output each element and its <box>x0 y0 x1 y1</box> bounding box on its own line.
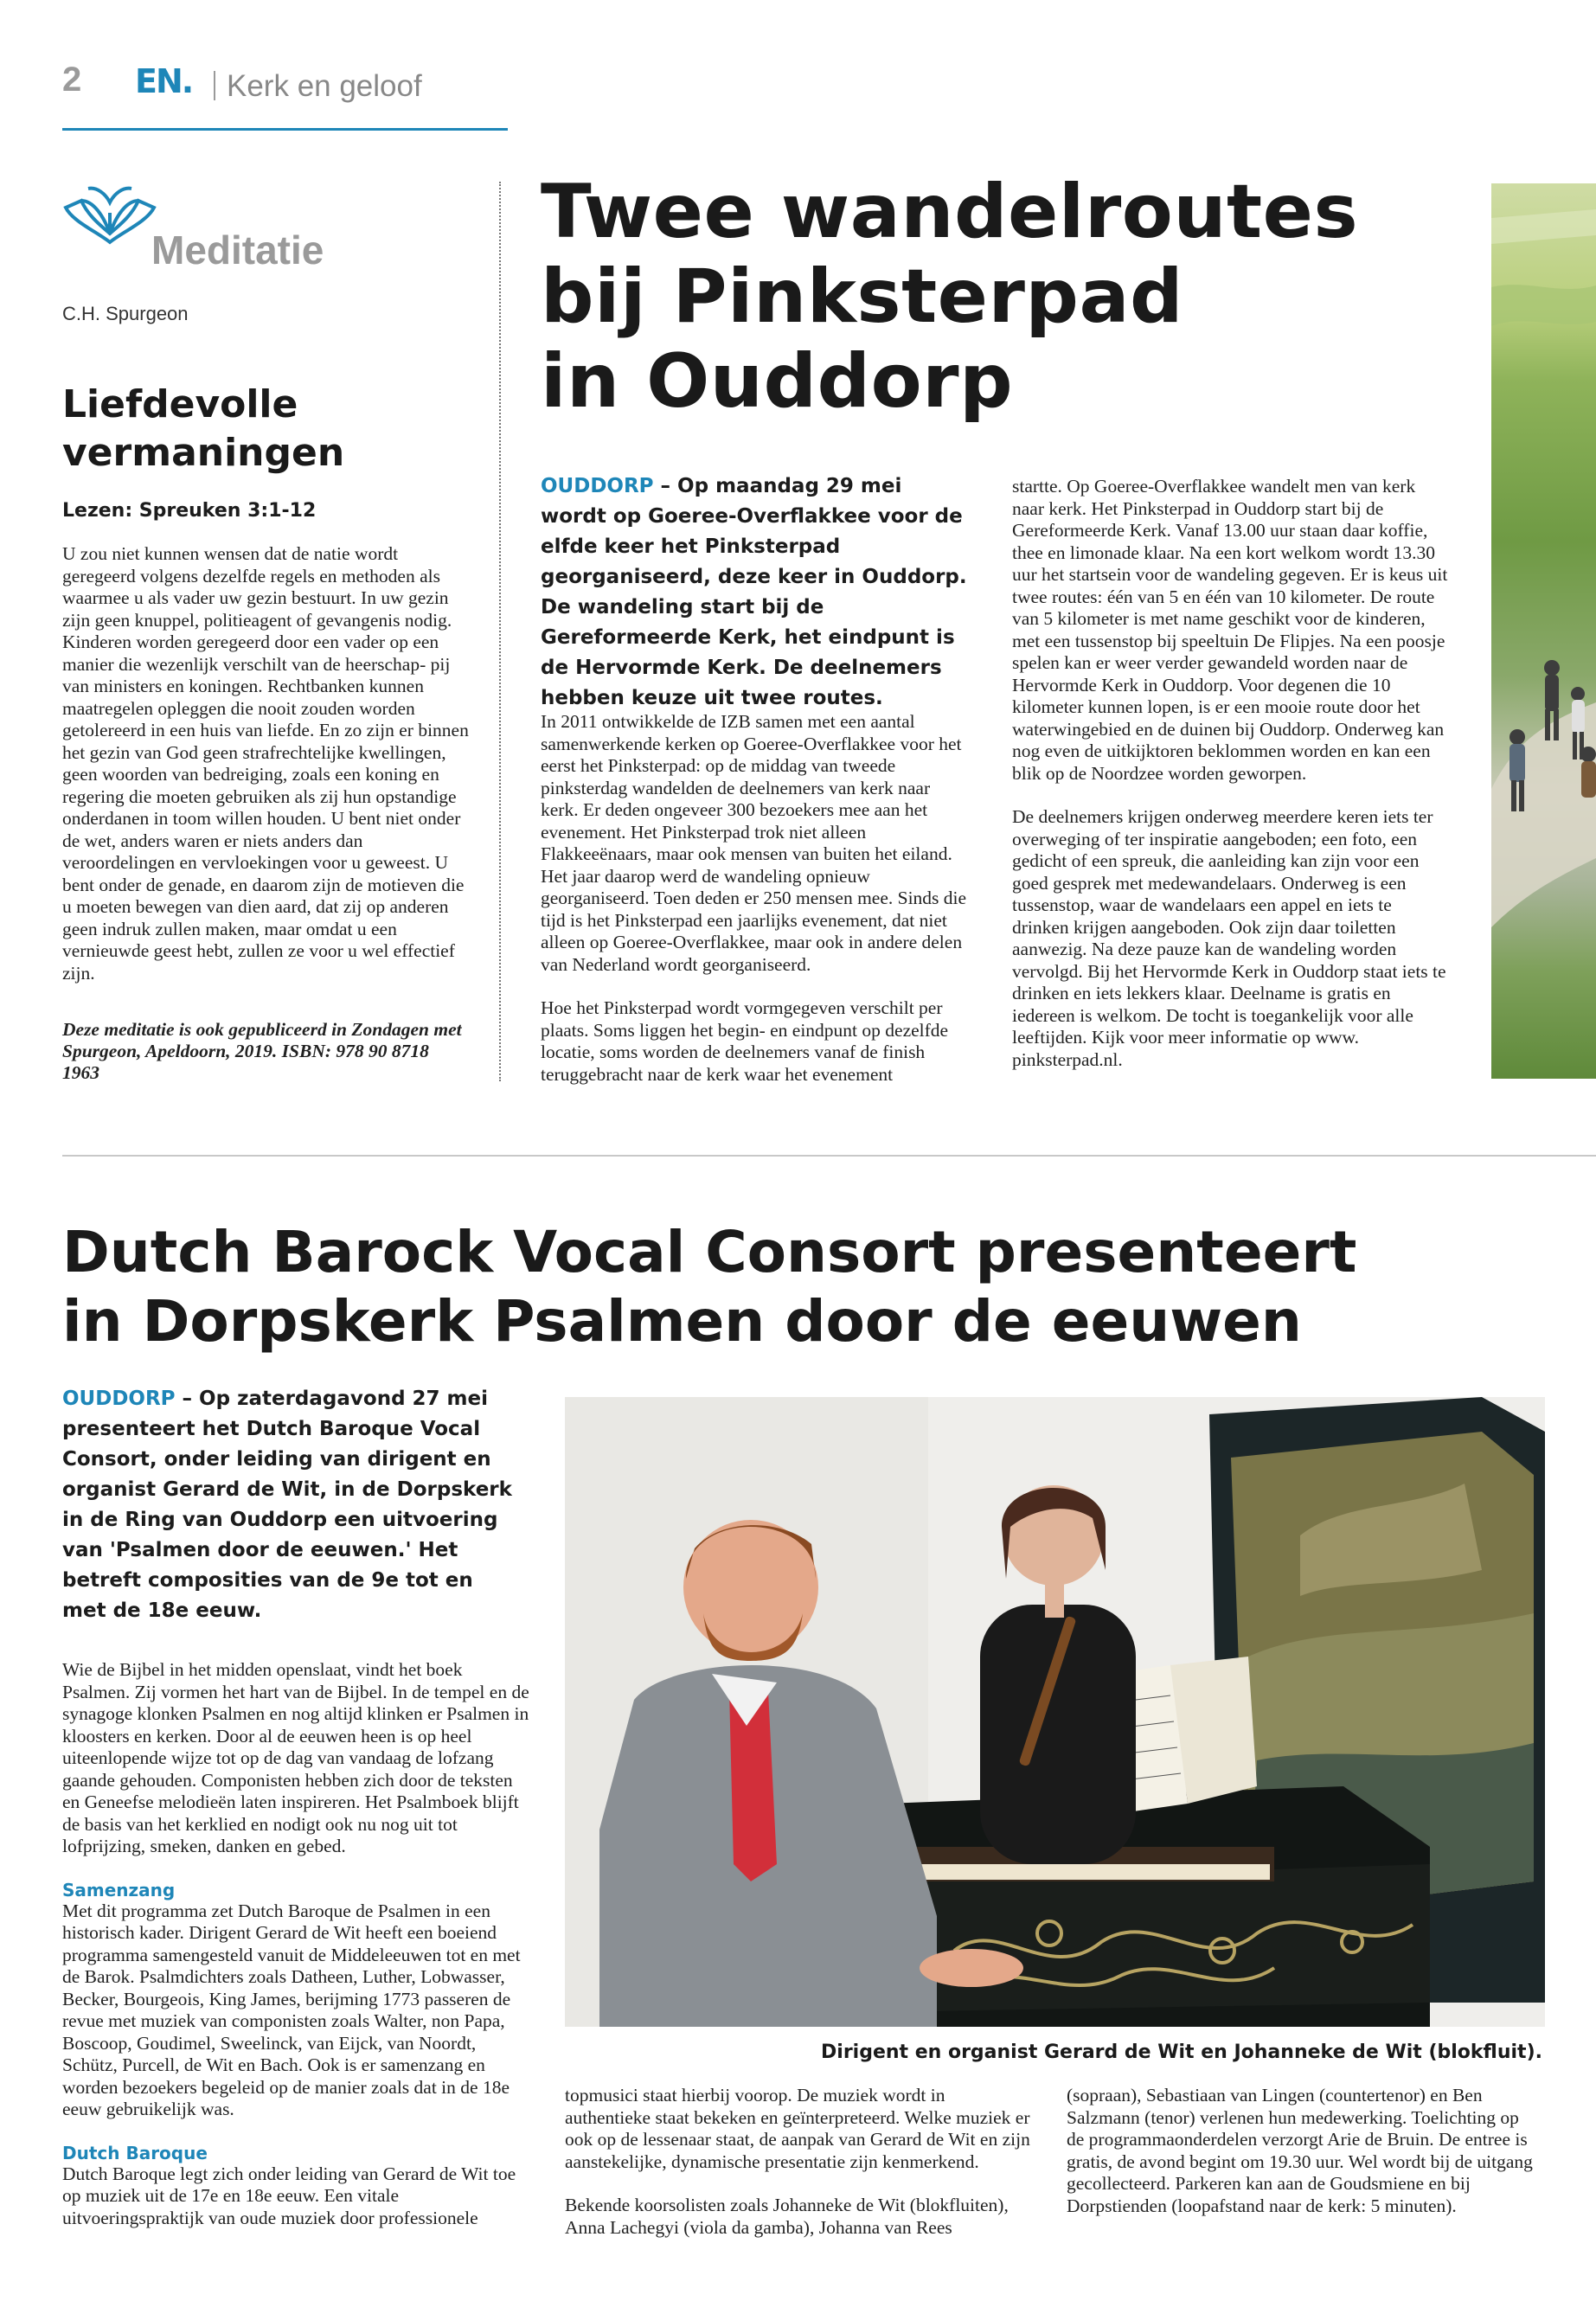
article1-dateline: OUDDORP <box>541 475 654 497</box>
article1-col1-p1: In 2011 ontwikkelde de IZB samen met een aantal samenwerkende kerken op Goeree-Overflakkee voor het eerst het Pinksterpad: op de middag van tweede pinksterdag wandelden de deelnemers van kerk naar kerk. Er deden ongeveer 300 bezoekers mee aan het evenement. Het Pinksterpad trok niet alleen Flakkeeënaars, maar ook mensen van buiten het eiland. Het jaar daarop werd de wandeling opnieuw georganiseerd. Toen deden er 250 mensen mee. Sinds die tijd is het Pinksterpad een jaarlijks evenement, dat niet alleen op Goeree-Overflakkee, maar ook in andere delen van Nederland wordt georganiseerd. <box>541 711 967 975</box>
meditation-heading <box>62 381 344 478</box>
article1-headline-line1: Twee wandelroutes <box>541 169 1359 255</box>
article2-p2: Met dit programma zet Dutch Baroque de Psalmen in een historisch kader. Dirigent Gerard de Wit heeft een boeiend programma samengesteld vanuit de Middeleeuwen tot en met de Barok. Psalmdichters zoals Datheen, Luther, Lobwasser, Becker, Bourgeois, King James, berijming 1773 passeren de revue met muziek van componisten zoals Walter, non Papa, Boscoop, Goudimel, Sweelinck, van Eijck, van Noordt, Schütz, Purcell, de Wit en Bach. Ook is er samenzang en worden bezoekers begeleid op de manier zoals dat in de 18e eeuw gebruikelijk was. <box>62 1900 521 2119</box>
article1-col2-p2: De deelnemers krijgen onderweg meerdere keren iets ter overweging of ter inspiratie aangeboden; een foto, een gedicht of een spreuk, die aanleiding kan zijn voor een goed gesprek met medewandelaars. Onderweg is een tussenstop, waar de wandelaars een appel en iets te drinken krijgen aangeboden. Ook zijn daar toiletten aanwezig. Na deze pauze kan de wandeling worden vervolgd. Bij het Hervormde Kerk in Ouddorp staat iets te drinken en iets lekkers klaar. Deelname is gratis en iedereen is welkom. De tocht is toegankelijk voor alle leeftijden. Kijk voor meer informatie op www. pinksterpad.nl. <box>1012 806 1446 1070</box>
en-logo: EN. <box>135 62 193 100</box>
meditation-heading-line1: Liefdevolle <box>62 382 298 426</box>
header-divider <box>214 71 215 100</box>
article2-col2-p2: Bekende koorsolisten zoals Johanneke de Wit (blokfluiten), Anna Lachegyi (viola da gamba), Johanna van Rees <box>565 2195 1009 2238</box>
open-book-heart-icon <box>62 182 157 251</box>
article2-col3-p1: (sopraan), Sebastiaan van Lingen (countertenor) en Ben Salzmann (tenor) verlenen hun medewerking. Toelichting op de programmaonderdelen verzorgt Arie de Bruin. De entree is gratis, de avond begint om 19.30 uur. Wel wordt bij de uitgang gecollecteerd. Parkeren kan aan de Goudsmiene en bij Dorpstienden (loopafstand naar de kerk: 5 minuten). <box>1067 2085 1533 2216</box>
article2-col2-p1: topmusici staat hierbij voorop. De muziek wordt in authentieke staat bekeken en geïnterpreteerd. Welke muziek er ook op de lessenaar staat, de aanpak van Gerard de Wit en zijn aanstekelijke, dynamische presentatie zijn kenmerkend. <box>565 2085 1030 2172</box>
meditation-body: U zou niet kunnen wensen dat de natie wordt geregeerd volgens dezelfde regels en methoden als waarmee u als vader uw gezin bestuurt. In uw gezin zijn geen knuppel, politieagent of gevangenis nodig. Kinderen worden geregeerd door een vader op een manier die wezenlijk verschilt van de heerschap- pij van ministers en koningen. Rechtbanken kunnen maatregelen opleggen die nooit zouden worden getolereerd in een huis van liefde. En zo zijn er binnen het gezin van God geen strafrechtelijke kwellingen, geen woorden van bedreiging, zoals een koning en regering die moeten gebruiken als zij hun opstandige onderdanen in toom willen houden. U bent niet onder de wet, anders waren er niets anders dan veroordelingen en vervloekingen voor u geweest. U bent onder de genade, en daarom zijn de motieven die u moeten bewegen van dien aard, dat zij op anderen geen indruk zullen maken, maar omdat u een vernieuwde geest hebt, zullen ze voor u wel effectief zijn. <box>62 543 469 984</box>
article1-col1 <box>541 711 969 1107</box>
article2-col1 <box>62 1659 529 2251</box>
section-title: Kerk en geloof <box>227 69 422 103</box>
article2-headline-line2: in Dorpskerk Psalmen door de eeuwen <box>62 1288 1302 1355</box>
meditation-note: Deze meditatie is ook gepubliceerd in Zondagen met Spurgeon, Apeldoorn, 2019. ISBN: 978 90 8718 1963 <box>62 1019 462 1083</box>
page-number: 2 <box>62 61 82 99</box>
article1-col1-p2: Hoe het Pinksterpad wordt vormgegeven verschilt per plaats. Soms liggen het begin- en eindpunt op dezelfde locatie, soms worden de deelnemers vanaf de finish teruggebracht naar de kerk waar het evenement <box>541 997 949 1085</box>
column-separator <box>499 182 501 1081</box>
article1-lead-text: – Op maandag 29 mei wordt op Goeree-Overflakkee voor de elfde keer het Pinksterpad georganiseerd, deze keer in Ouddorp. De wandeling start bij de Gereformeerde Kerk, het eindpunt is de Hervormde Kerk. De deelnemers hebben keuze uit twee routes. <box>541 475 967 709</box>
article2-col3 <box>1067 2085 1541 2239</box>
article2-lead <box>62 1384 516 1626</box>
meditation-reading: Lezen: Spreuken 3:1-12 <box>62 500 317 522</box>
article1-col2-p1: startte. Op Goeree-Overflakkee wandelt men van kerk naar kerk. Het Pinksterpad in Ouddorp start bij de Gereformeerde Kerk. Vanaf 13.00 uur staan daar koffie, thee en limonade klaar. Na een kort welkom wordt 13.30 uur het startsein voor de wandeling gegeven. Er is keus uit twee routes: één van 5 en één van 10 kilometer. De route van 5 kilometer is met name geschikt voor de kinderen, met een tussenstop bij speeltuin De Flipjes. Na een poosje spelen kan er weer verder gewandeld worden naar de Hervormde Kerk in Ouddorp. Voor degenen die 10 kilometer kunnen lopen, is er een mooie route door het waterwingebied en de duinen bij Ouddorp. Onderweg kan nog even de uitkijktoren beklommen worden en kan een blik op de Noordzee worden geworpen. <box>1012 476 1448 784</box>
article2-p3: Dutch Baroque legt zich onder leiding van Gerard de Wit toe op muziek uit de 17e en 18e eeuw. Een vitale uitvoeringspraktijk van oude muziek door professionele <box>62 2163 516 2228</box>
article2-col2 <box>565 2085 1032 2260</box>
article1-headline-line3: in Ouddorp <box>541 338 1014 425</box>
article1-headline <box>541 170 1358 424</box>
article1-col2 <box>1012 476 1449 1093</box>
section-divider <box>62 1155 1596 1157</box>
header-rule <box>62 128 508 131</box>
article2-lead-text: – Op zaterdagavond 27 mei presenteert het Dutch Baroque Vocal Consort, onder leiding van dirigent en organist Gerard de Wit, in de Dorpskerk in de Ring van Ouddorp een uitvoering van 'Psalmen door de eeuwen.' Het betreft composities van de 9e tot en met de 18e eeuw. <box>62 1388 512 1622</box>
article2-headline-line1: Dutch Barock Vocal Consort presenteert <box>62 1219 1357 1285</box>
article2-p1: Wie de Bijbel in het midden openslaat, vindt het boek Psalmen. Zij vormen het hart van de Bijbel. In de tempel en de synagoge klonken Psalmen en nog altijd klinken er Psalmen in kloosters en kerken. Door al de eeuwen heen is op heel uiteenlopende wijze tot op de dag van vandaag de lofzang gaande gehouden. Componisten hebben zich door de teksten en Geneefse melodieën laten inspireren. Het Psalmboek blijft de basis van het kerklied en nodigt ook nu nog uit tot lofprijzing, smeken, danken en gebed. <box>62 1659 529 1856</box>
article1-headline-line2: bij Pinksterpad <box>541 253 1184 340</box>
article2-headline <box>62 1218 1356 1356</box>
photo-caption: Dirigent en organist Gerard de Wit en Johanneke de Wit (blokfluit). <box>821 2041 1542 2063</box>
article2-dateline: OUDDORP <box>62 1388 176 1410</box>
walkers-photo <box>1491 183 1596 1079</box>
article2-subhead-dutch-baroque: Dutch Baroque <box>62 2142 208 2163</box>
meditation-label: Meditatie <box>151 228 324 272</box>
meditation-author: C.H. Spurgeon <box>62 303 189 324</box>
article2-lead-block <box>62 1384 516 1626</box>
meditation-heading-line2: vermaningen <box>62 431 345 475</box>
concert-photo <box>565 1397 1545 2027</box>
article1-lead <box>541 471 973 714</box>
article1-lead-block <box>541 471 973 714</box>
article2-subhead-samenzang: Samenzang <box>62 1879 176 1900</box>
